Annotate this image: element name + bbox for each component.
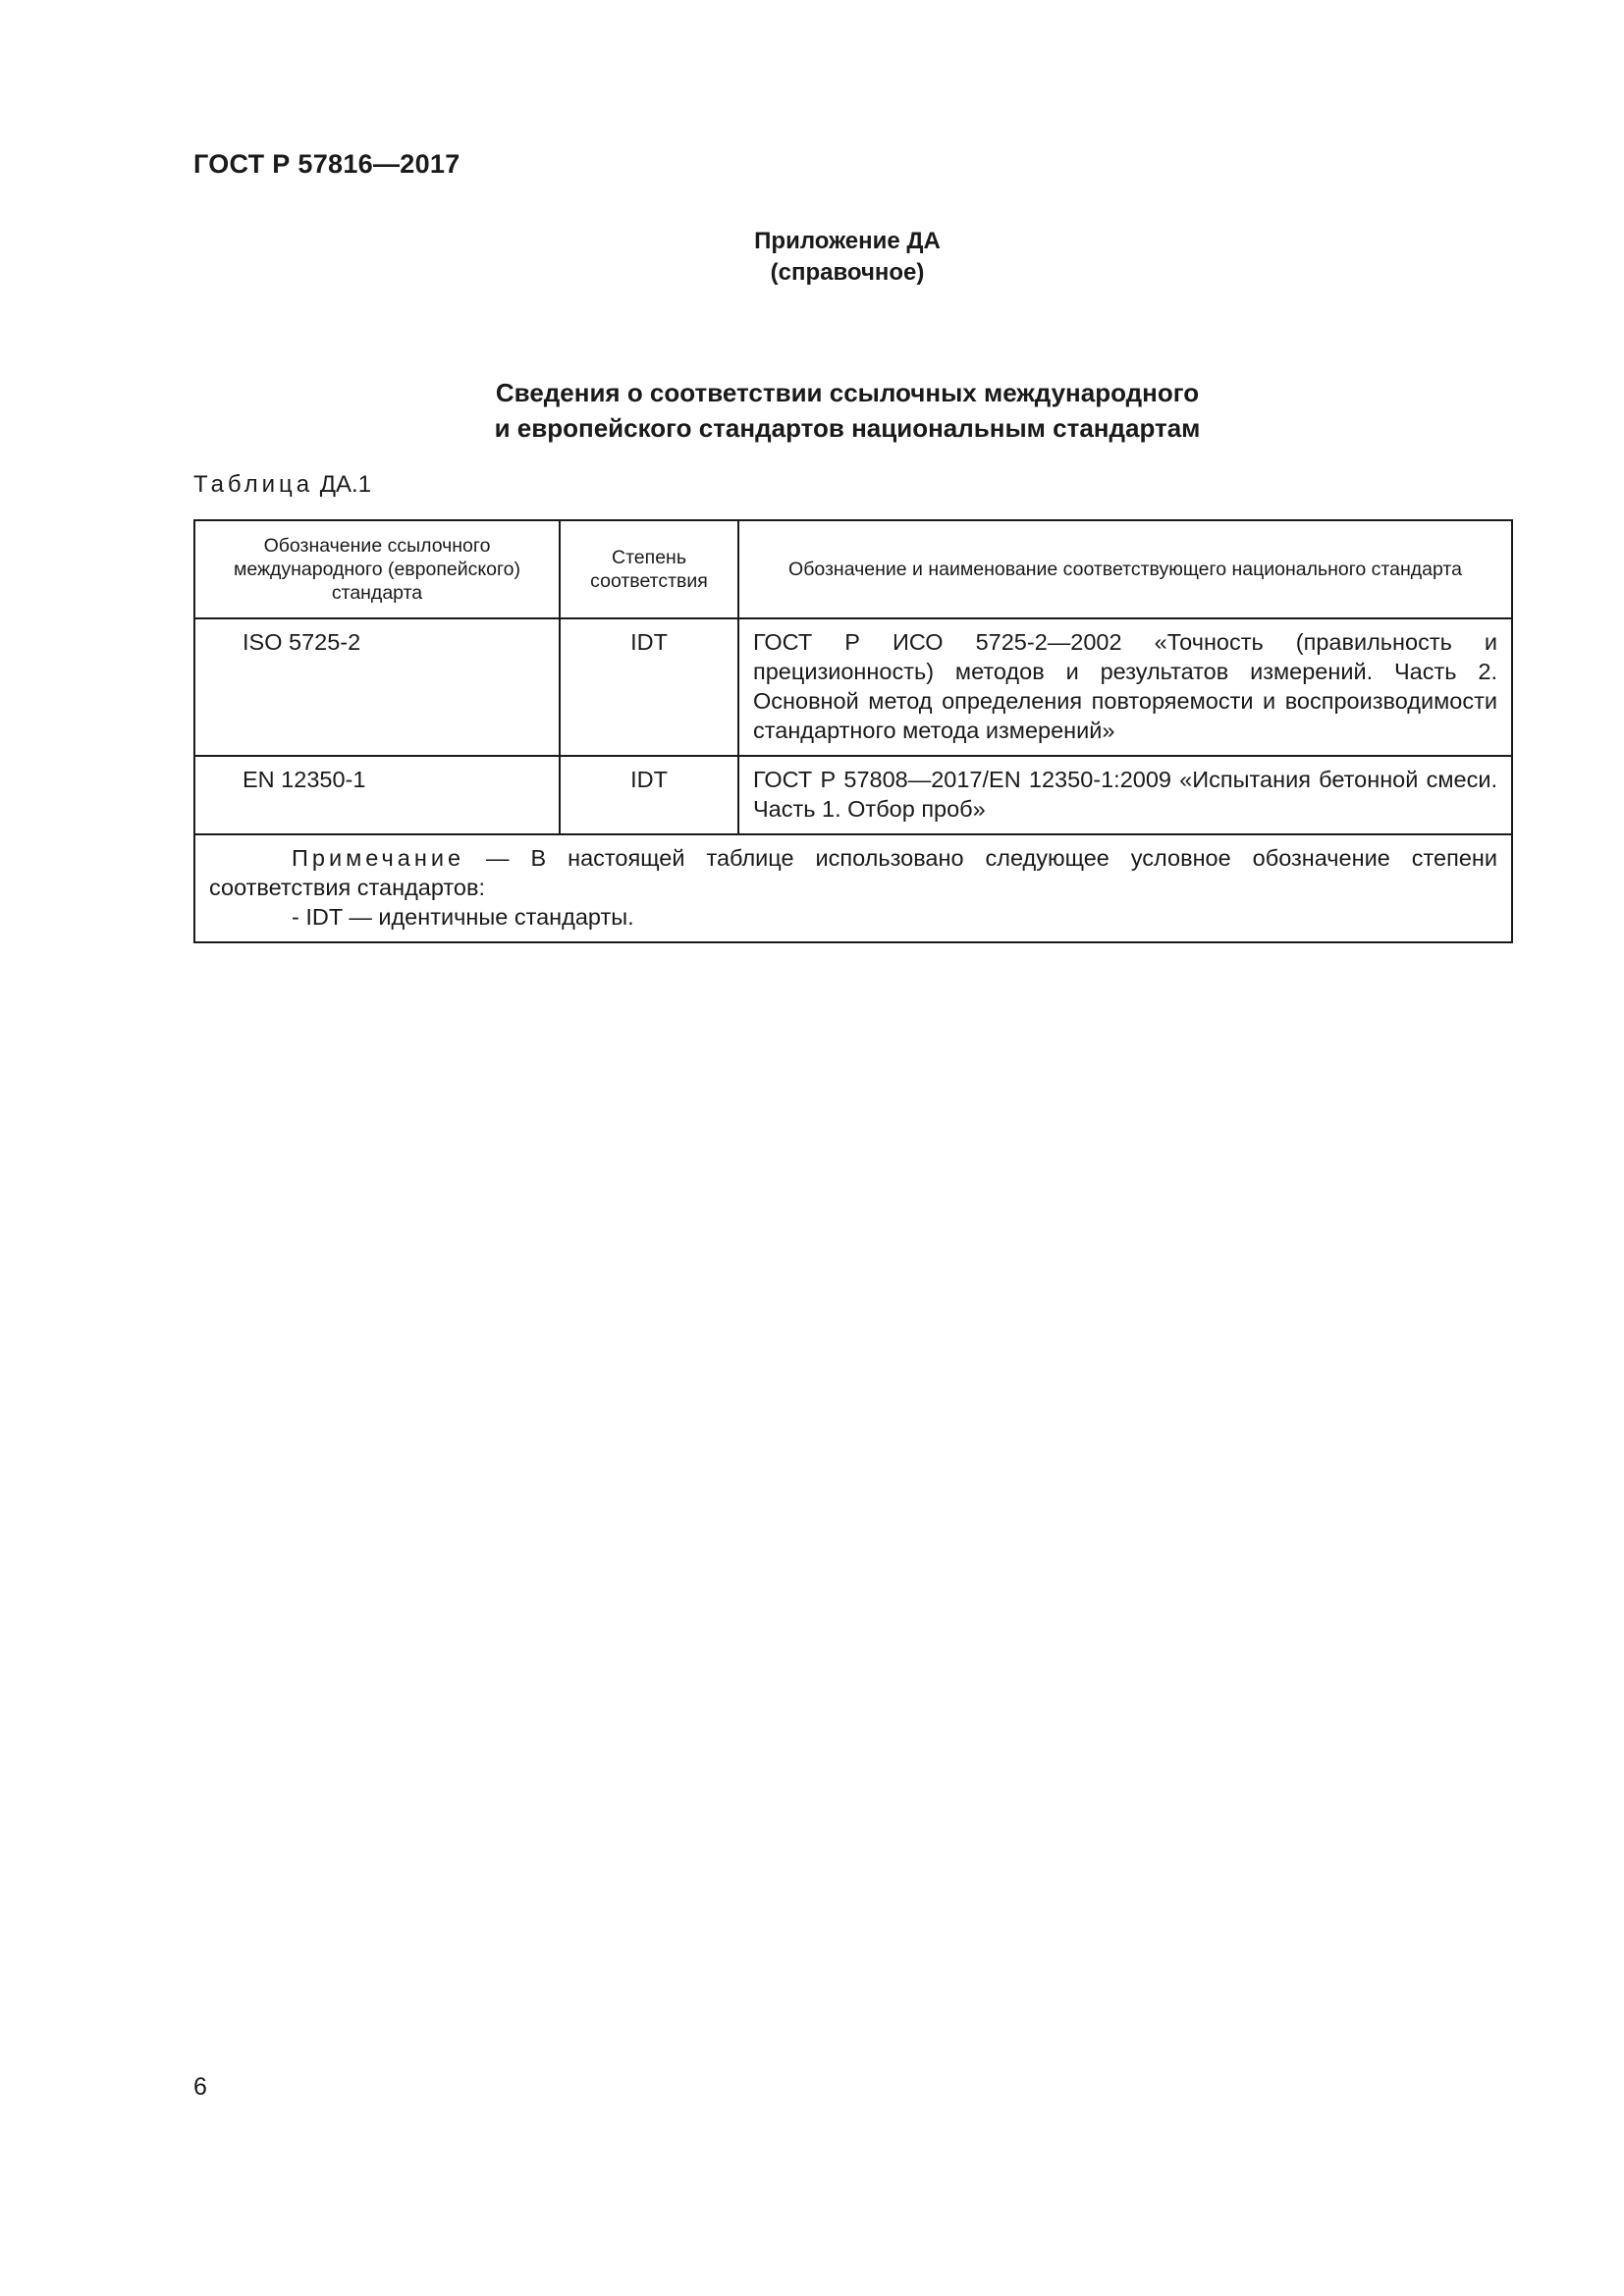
degree-cell: IDT (560, 618, 738, 756)
page-number: 6 (193, 2073, 207, 2101)
column-header-degree: Степень соответствия (560, 520, 738, 618)
table-caption-number: ДА.1 (319, 471, 372, 498)
national-standard-cell: ГОСТ Р ИСО 5725-2—2002 «Точность (правильность и прецизионность) методов и результатов измерений. Часть 2. Основной метод определения повторяемости и воспроизводимости стандартного метода измерений» (738, 618, 1512, 756)
section-title-line2: и европейского стандартов национальным стандартам (494, 413, 1201, 443)
reference-standard-cell: EN 12350-1 (194, 756, 560, 834)
table-header-row (194, 520, 1512, 618)
table-row (194, 756, 1512, 834)
reference-standard-cell: ISO 5725-2 (194, 618, 560, 756)
section-title-line1: Сведения о соответствии ссылочных международного (495, 378, 1200, 407)
note-body: — В настоящей таблице использовано следующее условное обозначение степени соответствия стандартов: (209, 845, 1497, 900)
table-note-row (194, 834, 1512, 942)
table-caption-label: Таблица (193, 471, 314, 498)
table-note (194, 834, 1512, 942)
annex-status: (справочное) (770, 259, 925, 286)
column-header-reference-standard: Обозначение ссылочного международного (европейского) стандарта (194, 520, 560, 618)
table-caption (193, 471, 371, 499)
section-title (0, 375, 1624, 446)
annex-title: Приложение ДА (754, 228, 941, 254)
annex-heading (0, 226, 1624, 289)
column-header-national-standard: Обозначение и наименование соответствующего национального стандарта (738, 520, 1512, 618)
table-row (194, 618, 1512, 756)
degree-cell: IDT (560, 756, 738, 834)
national-standard-cell: ГОСТ Р 57808—2017/EN 12350-1:2009 «Испытания бетонной смеси. Часть 1. Отбор проб» (738, 756, 1512, 834)
note-item: - IDT — идентичные стандарты. (292, 904, 634, 930)
correspondence-table (193, 519, 1513, 943)
note-text (209, 843, 1497, 902)
note-label: Примечание (292, 845, 465, 871)
document-designation: ГОСТ Р 57816—2017 (193, 149, 460, 179)
